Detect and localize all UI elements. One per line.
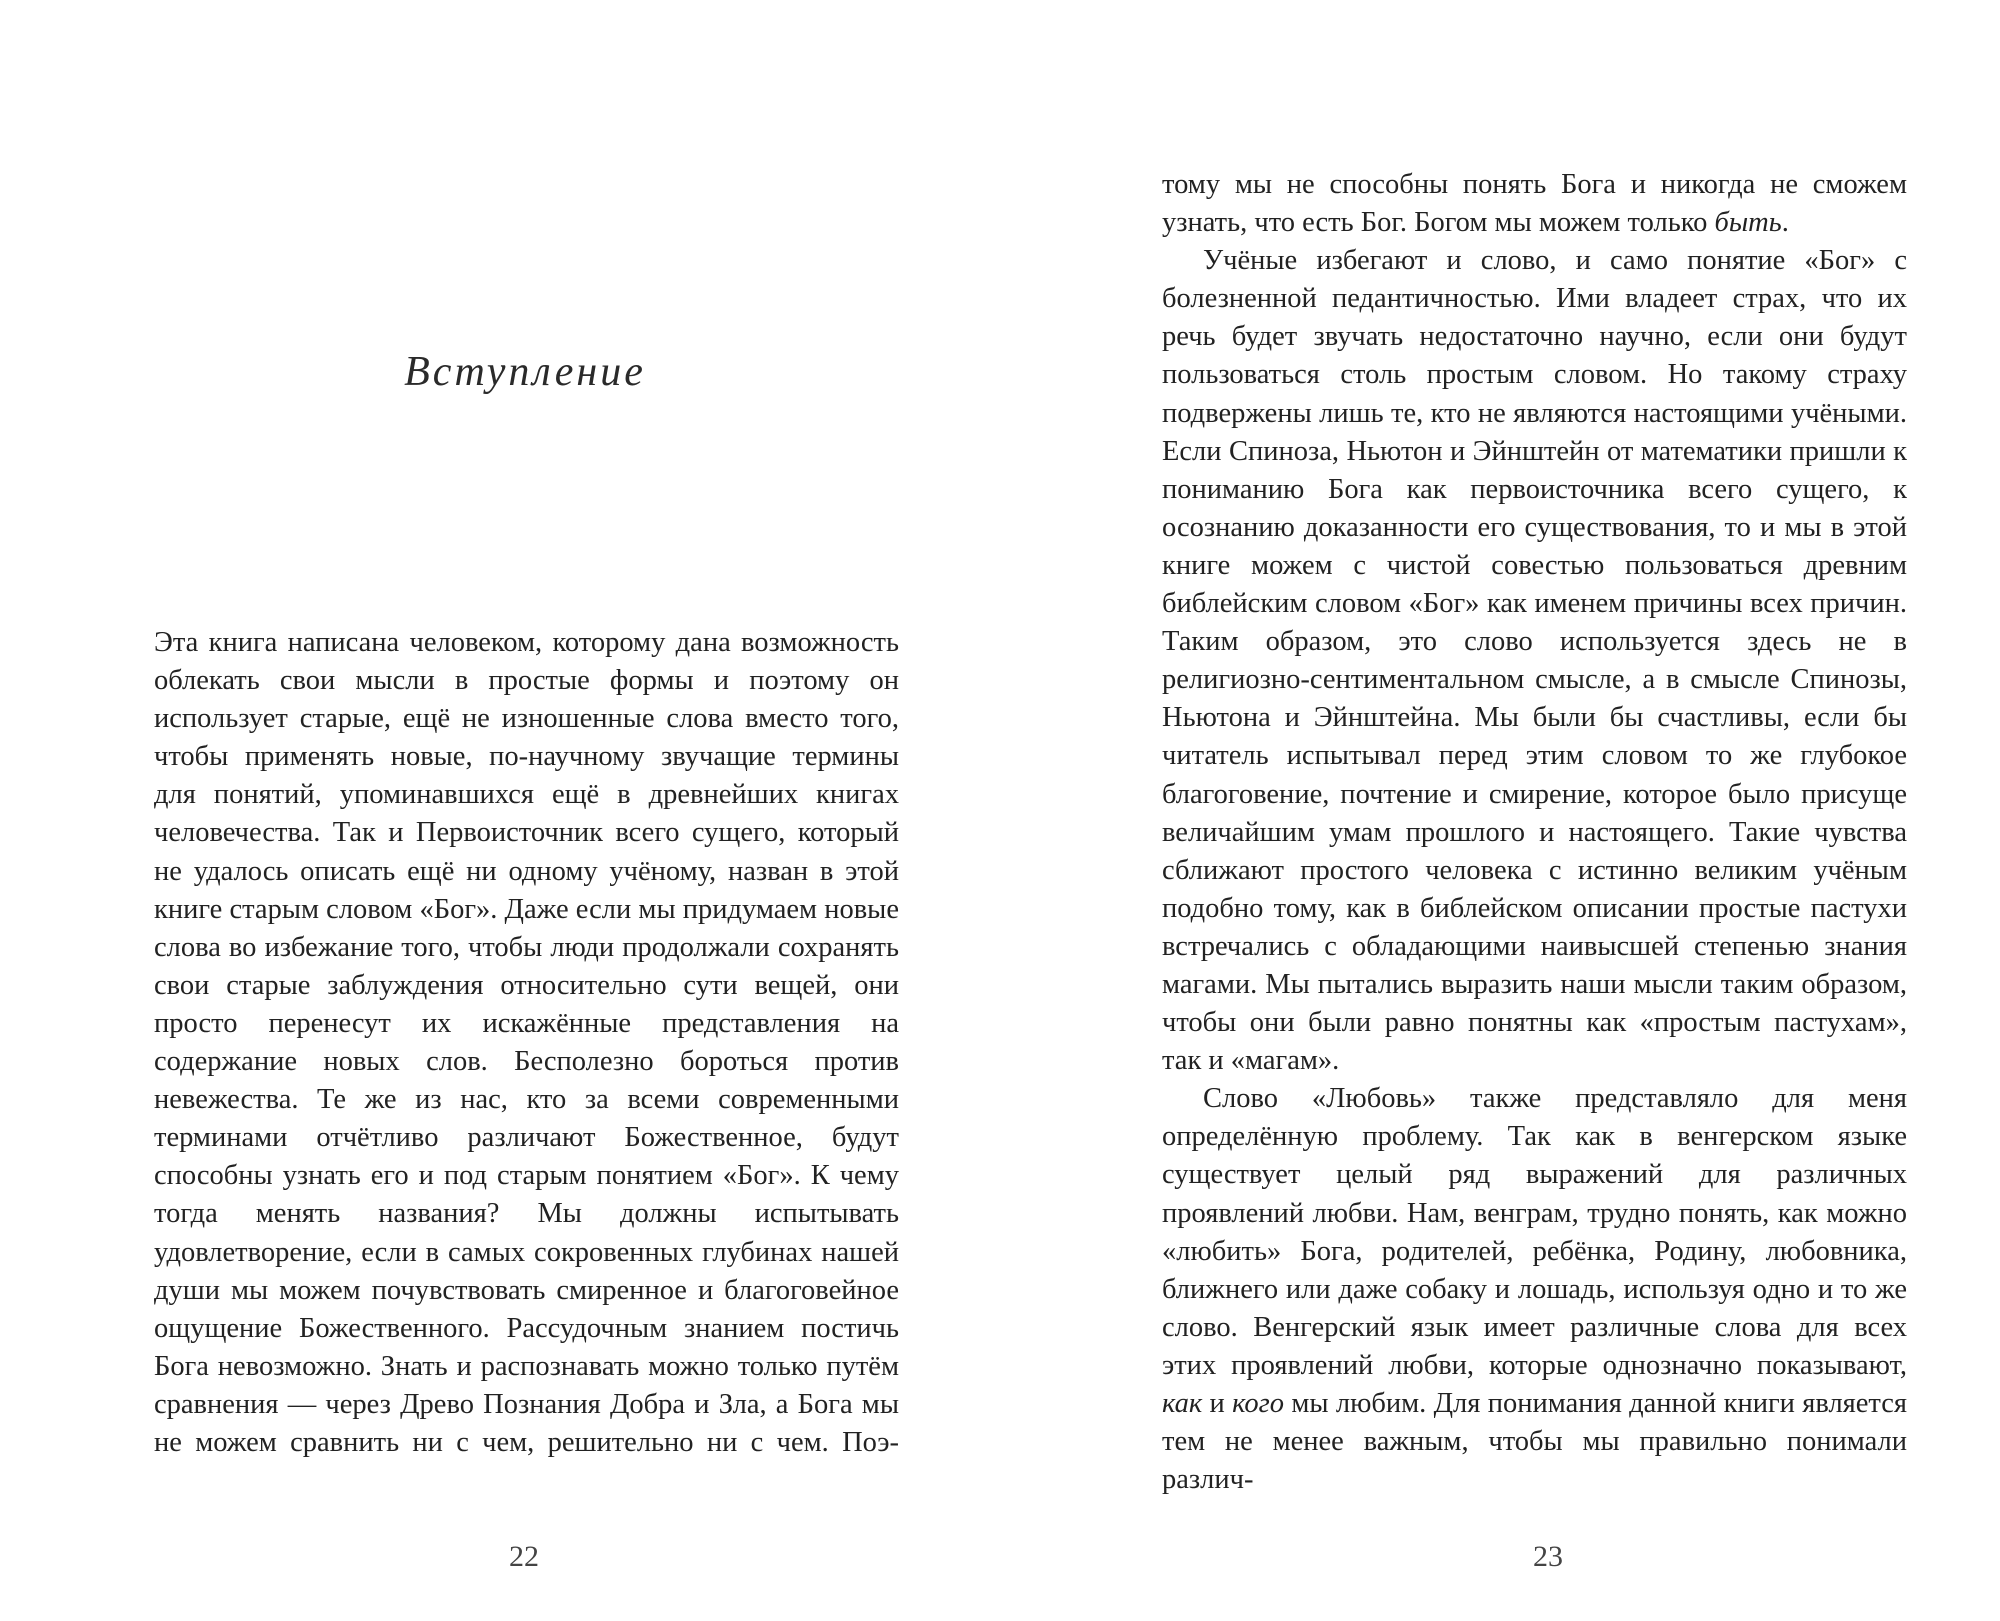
continuation-text: тому мы не способны понять Бога и никогда не сможем узнать, что есть Бог. Богом мы можем только <box>1162 169 1907 239</box>
paragraph-scientists: Учёные избегают и слово, и само понятие «Бог» с болезненной педантичностью. Ими владеет страх, что их речь будет звучать недостаточно научно, если они будут пользоваться столь простым словом. Но такому страху подвержены лишь те, кто не являются настоящими учёными. Если Спиноза, Ньютон и Эйнштейн от математики пришли к пониманию Бога как первоисточника всего сущего, к осознанию доказанности его существования, то и мы в этой книге можем с чистой совестью пользоваться древним библейским словом «Бог» как именем причины всех причин. Таким образом, это слово используется здесь не в религиозно-сентиментальном смысле, а в смысле Спинозы, Ньютона и Эйнштейна. Мы были бы счастливы, если бы читатель испытывал перед этим словом то же глубокое благоговение, почтение и смирение, которое было присуще величайшим умам прошлого и настоящего. Такие чувства сближают простого человека с истинно великим учёным подобно тому, как в библейском описании простые пастухи встречались с обладающими наивысшей степенью знания магами. Мы пытались выразить наши мысли таким образом, чтобы они были равно понятны как «простым пастухам», так и «магам». <box>1162 245 1907 1077</box>
paragraph-continuation <box>1162 166 1907 242</box>
right-page <box>1000 0 2000 1621</box>
page-number-left: 22 <box>509 1540 539 1573</box>
continuation-end: . <box>1781 207 1789 239</box>
paragraph-intro: Эта книга написана человеком, которому дана возможность облекать свои мысли в простые формы и поэтому он использует старые, ещё не изношенные слова вместо того, чтобы применять новые, по-научному звучащие термины для понятий, упоминавшихся ещё в древнейших книгах человечества. Так и Первоисточник всего сущего, который не удалось описать ещё ни одному учёному, назван в этой книге старым словом «Бог». Даже если мы придумаем новые слова во избежание того, чтобы люди продолжали сохранять свои старые заблуждения относительно сути вещей, они просто перенесут их искажённые представления на содержание новых слов. Бесполезно бороться против невежества. Те же из нас, кто за всеми современными терминами отчётливо различают Божественное, будут способны узнать его и под старым понятием «Бог». К чему тогда менять названия? Мы должны испытывать удовлетворение, если в самых сокровенных глубинах нашей души мы можем почувствовать смиренное и благоговейное ощущение Божественного. Рассудочным знанием постичь Бога невозможно. Знать и распознавать можно только путём сравнения — через Древо Познания Добра и Зла, а Бога мы не можем сравнить ни с чем, решительно ни с чем. Поэ- <box>154 627 899 1458</box>
love-text-start: Слово «Любовь» также представляло для меня определённую проблему. Так как в венгерском языке существует целый ряд выражений для различных проявлений любви. Нам, венграм, трудно понять, как можно «любить» Бога, родителей, ребёнка, Родину, любовника, ближнего или даже собаку и лошадь, используя одно и то же слово. Венгерский язык имеет различные слова для всех этих проявлений любви, которые однозначно показывают, <box>1162 1083 1907 1381</box>
left-text-block <box>154 624 899 1462</box>
paragraph-love <box>1162 1080 1907 1499</box>
emphasis-word: быть <box>1714 207 1782 239</box>
emphasis-kak: как <box>1162 1388 1203 1419</box>
right-text-block <box>1162 166 1907 1499</box>
love-text-end: мы любим. Для понимания данной книги является тем не менее важным, чтобы мы правильно понимали различ- <box>1162 1388 1907 1496</box>
love-text-mid: и <box>1202 1388 1233 1419</box>
emphasis-kogo: кого <box>1232 1388 1285 1419</box>
chapter-title: Вступление <box>404 349 646 395</box>
page-number-right: 23 <box>1533 1540 1563 1573</box>
